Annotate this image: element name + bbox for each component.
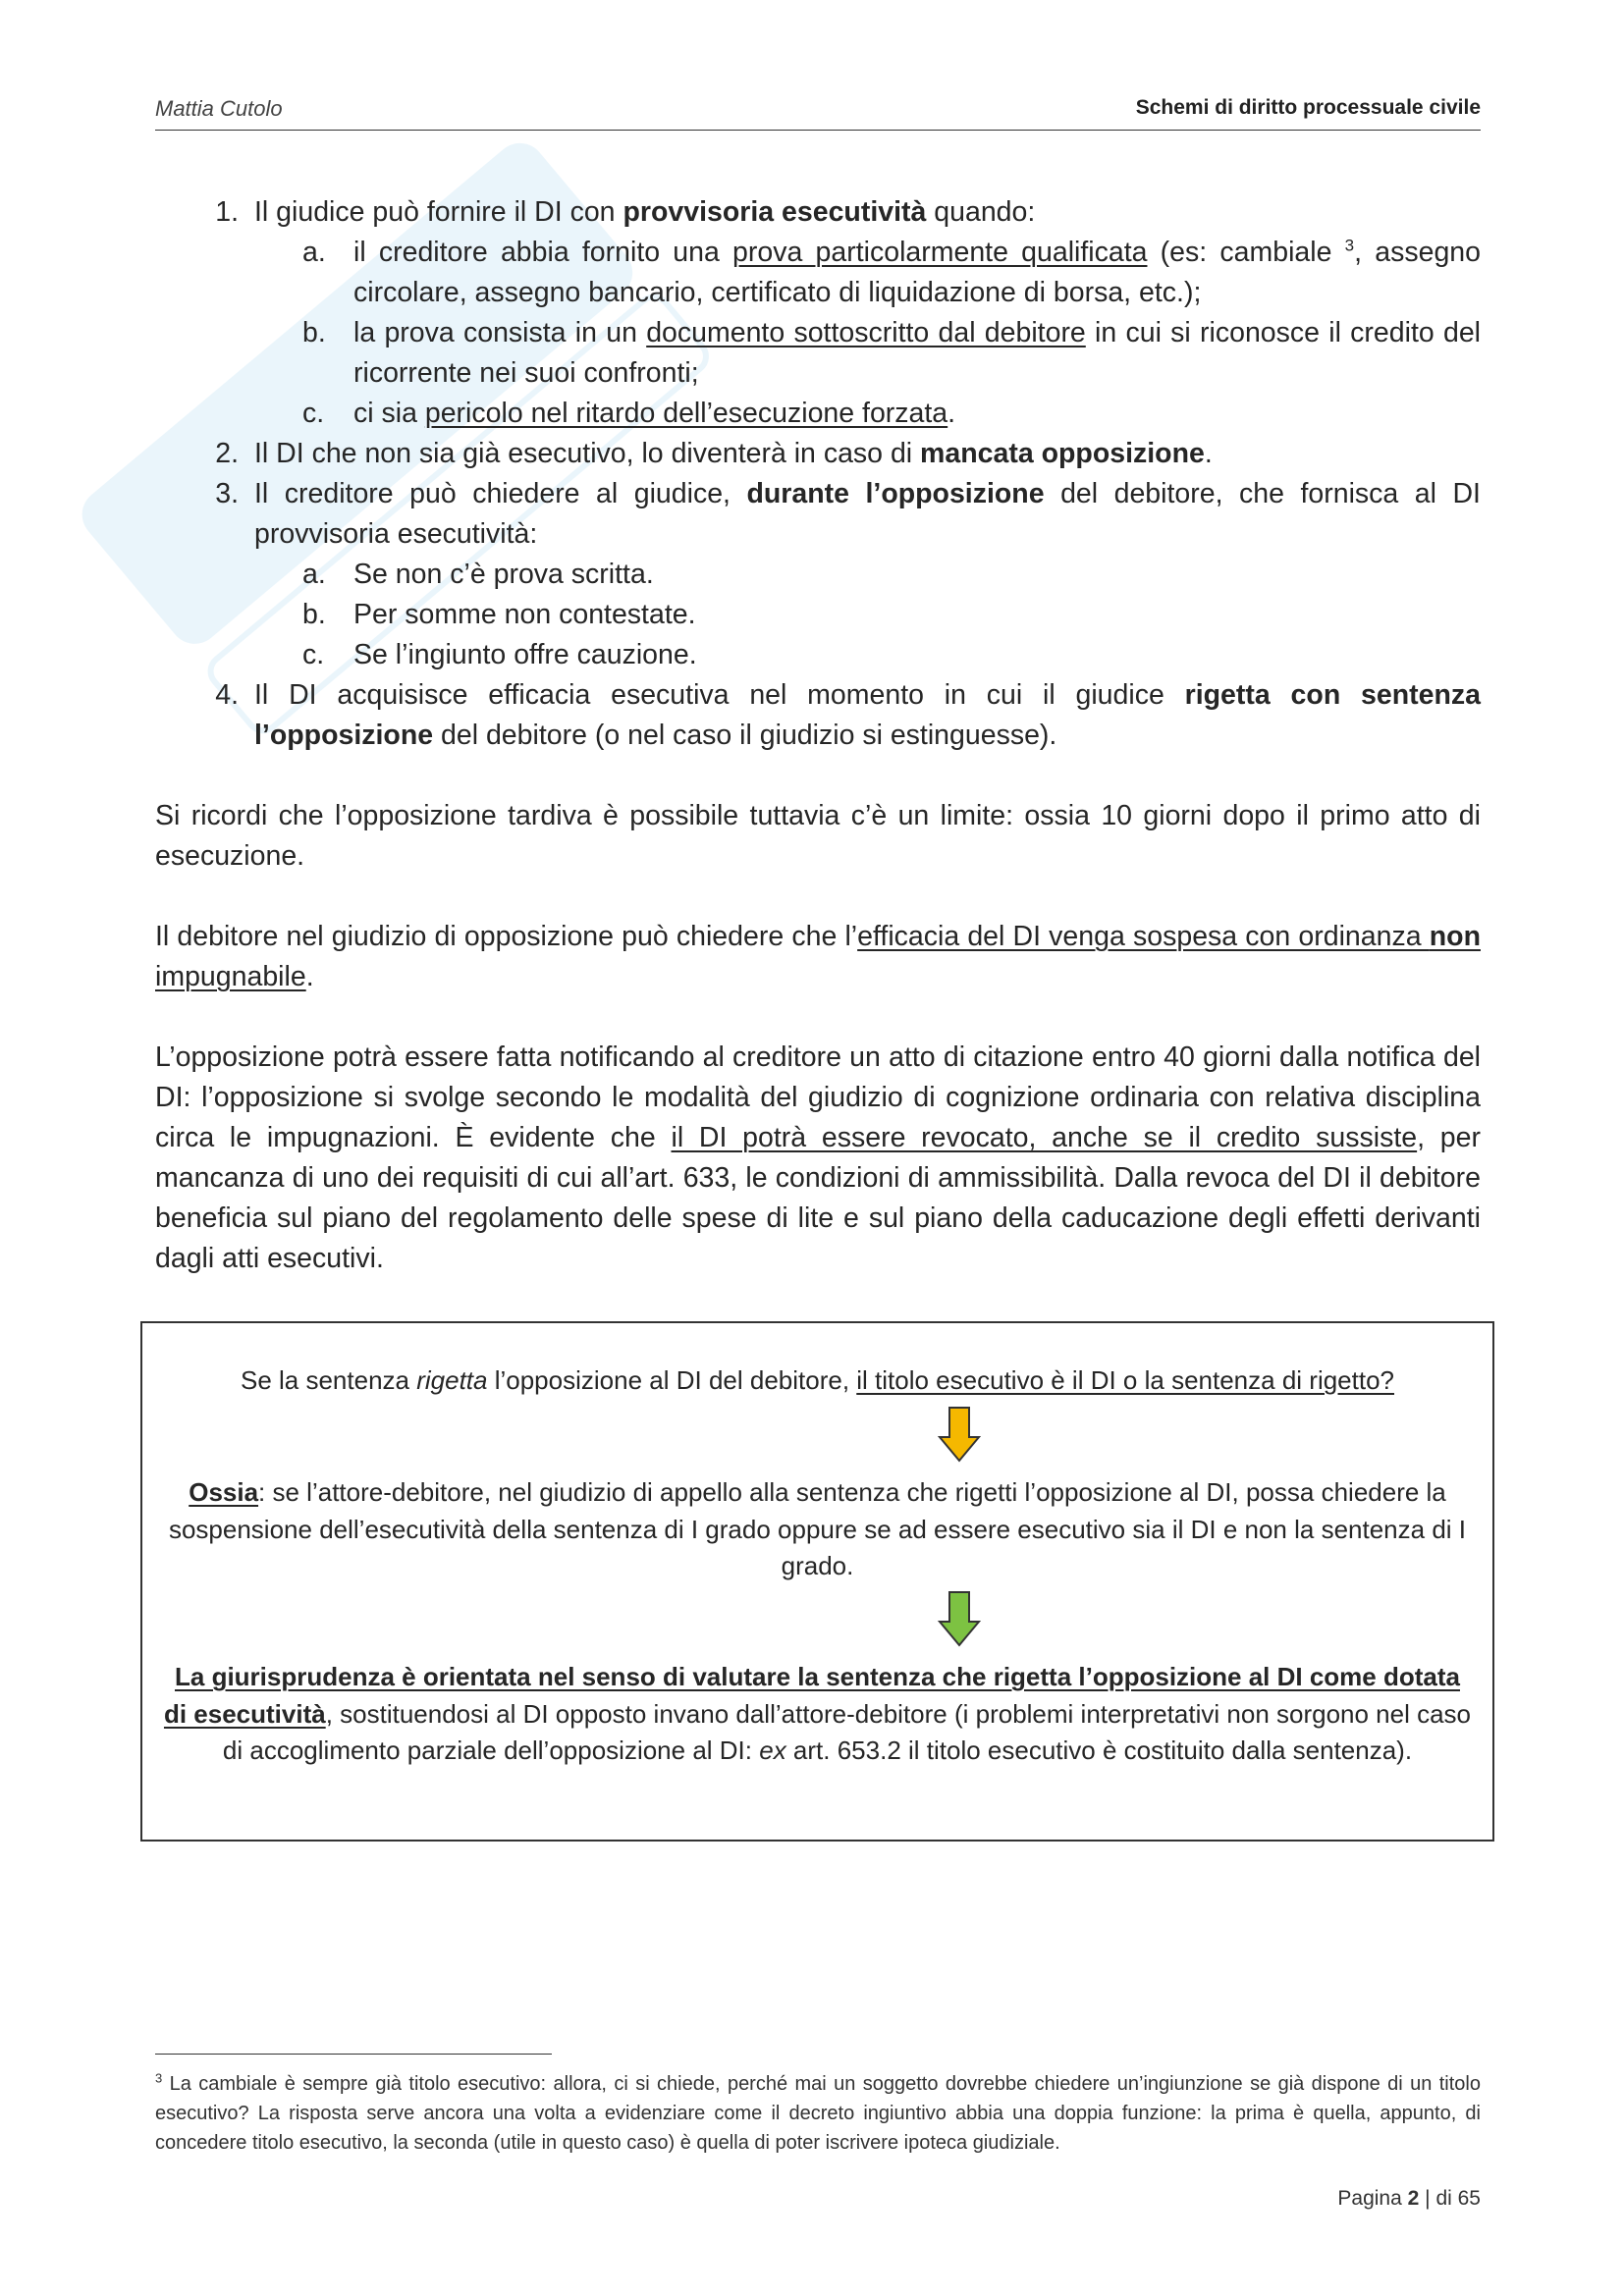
sub-item-1c: c. ci sia pericolo nel ritardo dell’esecuzione forzata. — [302, 398, 956, 429]
footnote: $^3$ La cambiale è sempre già titolo esecutivo: allora, ci si chiede, perché mai un soggetto dovrebbe chiedere un’ingiunzione se già dispone di un titolo esecutivo? La risposta serve ancora una volta a evidenziare come il decreto ingiuntivo abbia una doppia funzione: la prima è quella, appunto, di concedere titolo esecutivo, la seconda (utile in questo caso) è quella di poter iscrivere ipoteca giudiziale. — [155, 2070, 1481, 2154]
paragraph-opposizione-tardiva: Si ricordi che l’opposizione tardiva è possibile tuttavia c’è un limite: ossia 10 giorni dopo il primo atto di esecuzione. — [155, 800, 1481, 872]
footnote-ref[interactable]: 3 — [1344, 236, 1355, 255]
footnote-separator — [155, 2054, 552, 2055]
sub-item-1b: b. la prova consista in un documento sottoscritto dal debitore in cui si riconosce il credito del ricorrente nei suoi confronti; — [302, 317, 1481, 389]
list-item-1: 1. Il giudice può fornire il DI con provvisoria esecutività quando: a. il creditore abbia fornito una prova particolarmente qualificata (es: cambiale $^3$, assegno circolare, assegno bancario, certificato di liquidazione di borsa, etc.); b. la prova consista in un documento sottoscritto dal debitore in cui si riconosce il credito del ricorrente nei suoi confronti; c. ci sia pericolo nel ritardo dell’esecuzione forzata. — [254, 192, 1481, 434]
box-ossia: Ossia: se l’attore-debitore, nel giudizio di appello alla sentenza che rigetti l’opposizione al DI, possa chiedere la sospensione dell’esecutività della sentenza di I grado oppure se ad essere esecutivo sia il DI e non la sentenza di I grado. — [168, 1477, 1467, 1580]
box-question: Se la sentenza rigetta l’opposizione al DI del debitore, il titolo esecutivo è il DI o la sentenza di rigetto? — [240, 1365, 1395, 1395]
page-header — [155, 94, 1481, 131]
list-item-3: 3. Il creditore può chiedere al giudice, durante l’opposizione del debitore, che fornisca al DI provvisoria esecutività: a. Se non c’è prova scritta. b. Per somme non contestate. c. Se l’ingiunto offre cauzione. — [254, 474, 1481, 675]
sub-list-1 — [254, 233, 1481, 434]
main-content — [155, 192, 1481, 1279]
sub-list-3 — [254, 555, 1481, 675]
arrow-down-icon — [938, 1590, 981, 1647]
box-giurisprudenza: La giurisprudenza è orientata nel senso di valutare la sentenza che rigetta l’opposizione al DI come dotata di esecutività, sostituendosi al DI opposto invano dall’attore-debitore (i problemi interpretativi non sorgono nel caso di accoglimento parziale dell’opposizione al DI: ex art. 653.2 il titolo esecutivo è costituito dalla sentenza). — [163, 1662, 1472, 1765]
paragraph-citazione: L’opposizione potrà essere fatta notificando al creditore un atto di citazione entro 40 giorni dalla notifica del DI: l’opposizione si svolge secondo le modalità del giudizio di cognizione ordinaria con relativa disciplina circa le impugnazioni. È evidente che il DI potrà essere revocato, anche se il credito sussiste, per mancanza di uno dei requisiti di cui all’art. 633, le condizioni di ammissibilità. Dalla revoca del DI il debitore beneficia sul piano del regolamento delle spese di lite e sul piano della caducazione degli effetti derivanti dagli atti esecutivi. — [155, 1041, 1481, 1274]
question-box — [140, 1321, 1494, 1842]
paragraph-sospensione: Il debitore nel giudizio di opposizione può chiedere che l’efficacia del DI venga sospesa con ordinanza non impugnabile. — [155, 921, 1481, 992]
numbered-list — [155, 192, 1481, 756]
header-author: Mattia Cutolo — [155, 96, 283, 121]
sub-item-1a: a. il creditore abbia fornito una prova particolarmente qualificata (es: cambiale $^3$, assegno circolare, assegno bancario, certificato di liquidazione di borsa, etc.); — [302, 236, 1481, 308]
sub-item-3b: b. Per somme non contestate. — [302, 599, 696, 630]
header-title: Schemi di diritto processuale civile — [1135, 96, 1481, 119]
sub-item-3a: a. Se non c’è prova scritta. — [302, 559, 654, 590]
list-item-2: 2. Il DI che non sia già esecutivo, lo diventerà in caso di mancata opposizione. — [215, 438, 1213, 469]
arrow-down-icon — [938, 1406, 981, 1463]
sub-item-3c: c. Se l’ingiunto offre cauzione. — [302, 639, 697, 670]
list-item-4: 4. Il DI acquisisce efficacia esecutiva nel momento in cui il giudice rigetta con sentenza l’opposizione del debitore (o nel caso il giudizio si estinguesse). — [215, 679, 1481, 751]
page-number: Pagina 2 | di 65 — [1337, 2187, 1481, 2210]
